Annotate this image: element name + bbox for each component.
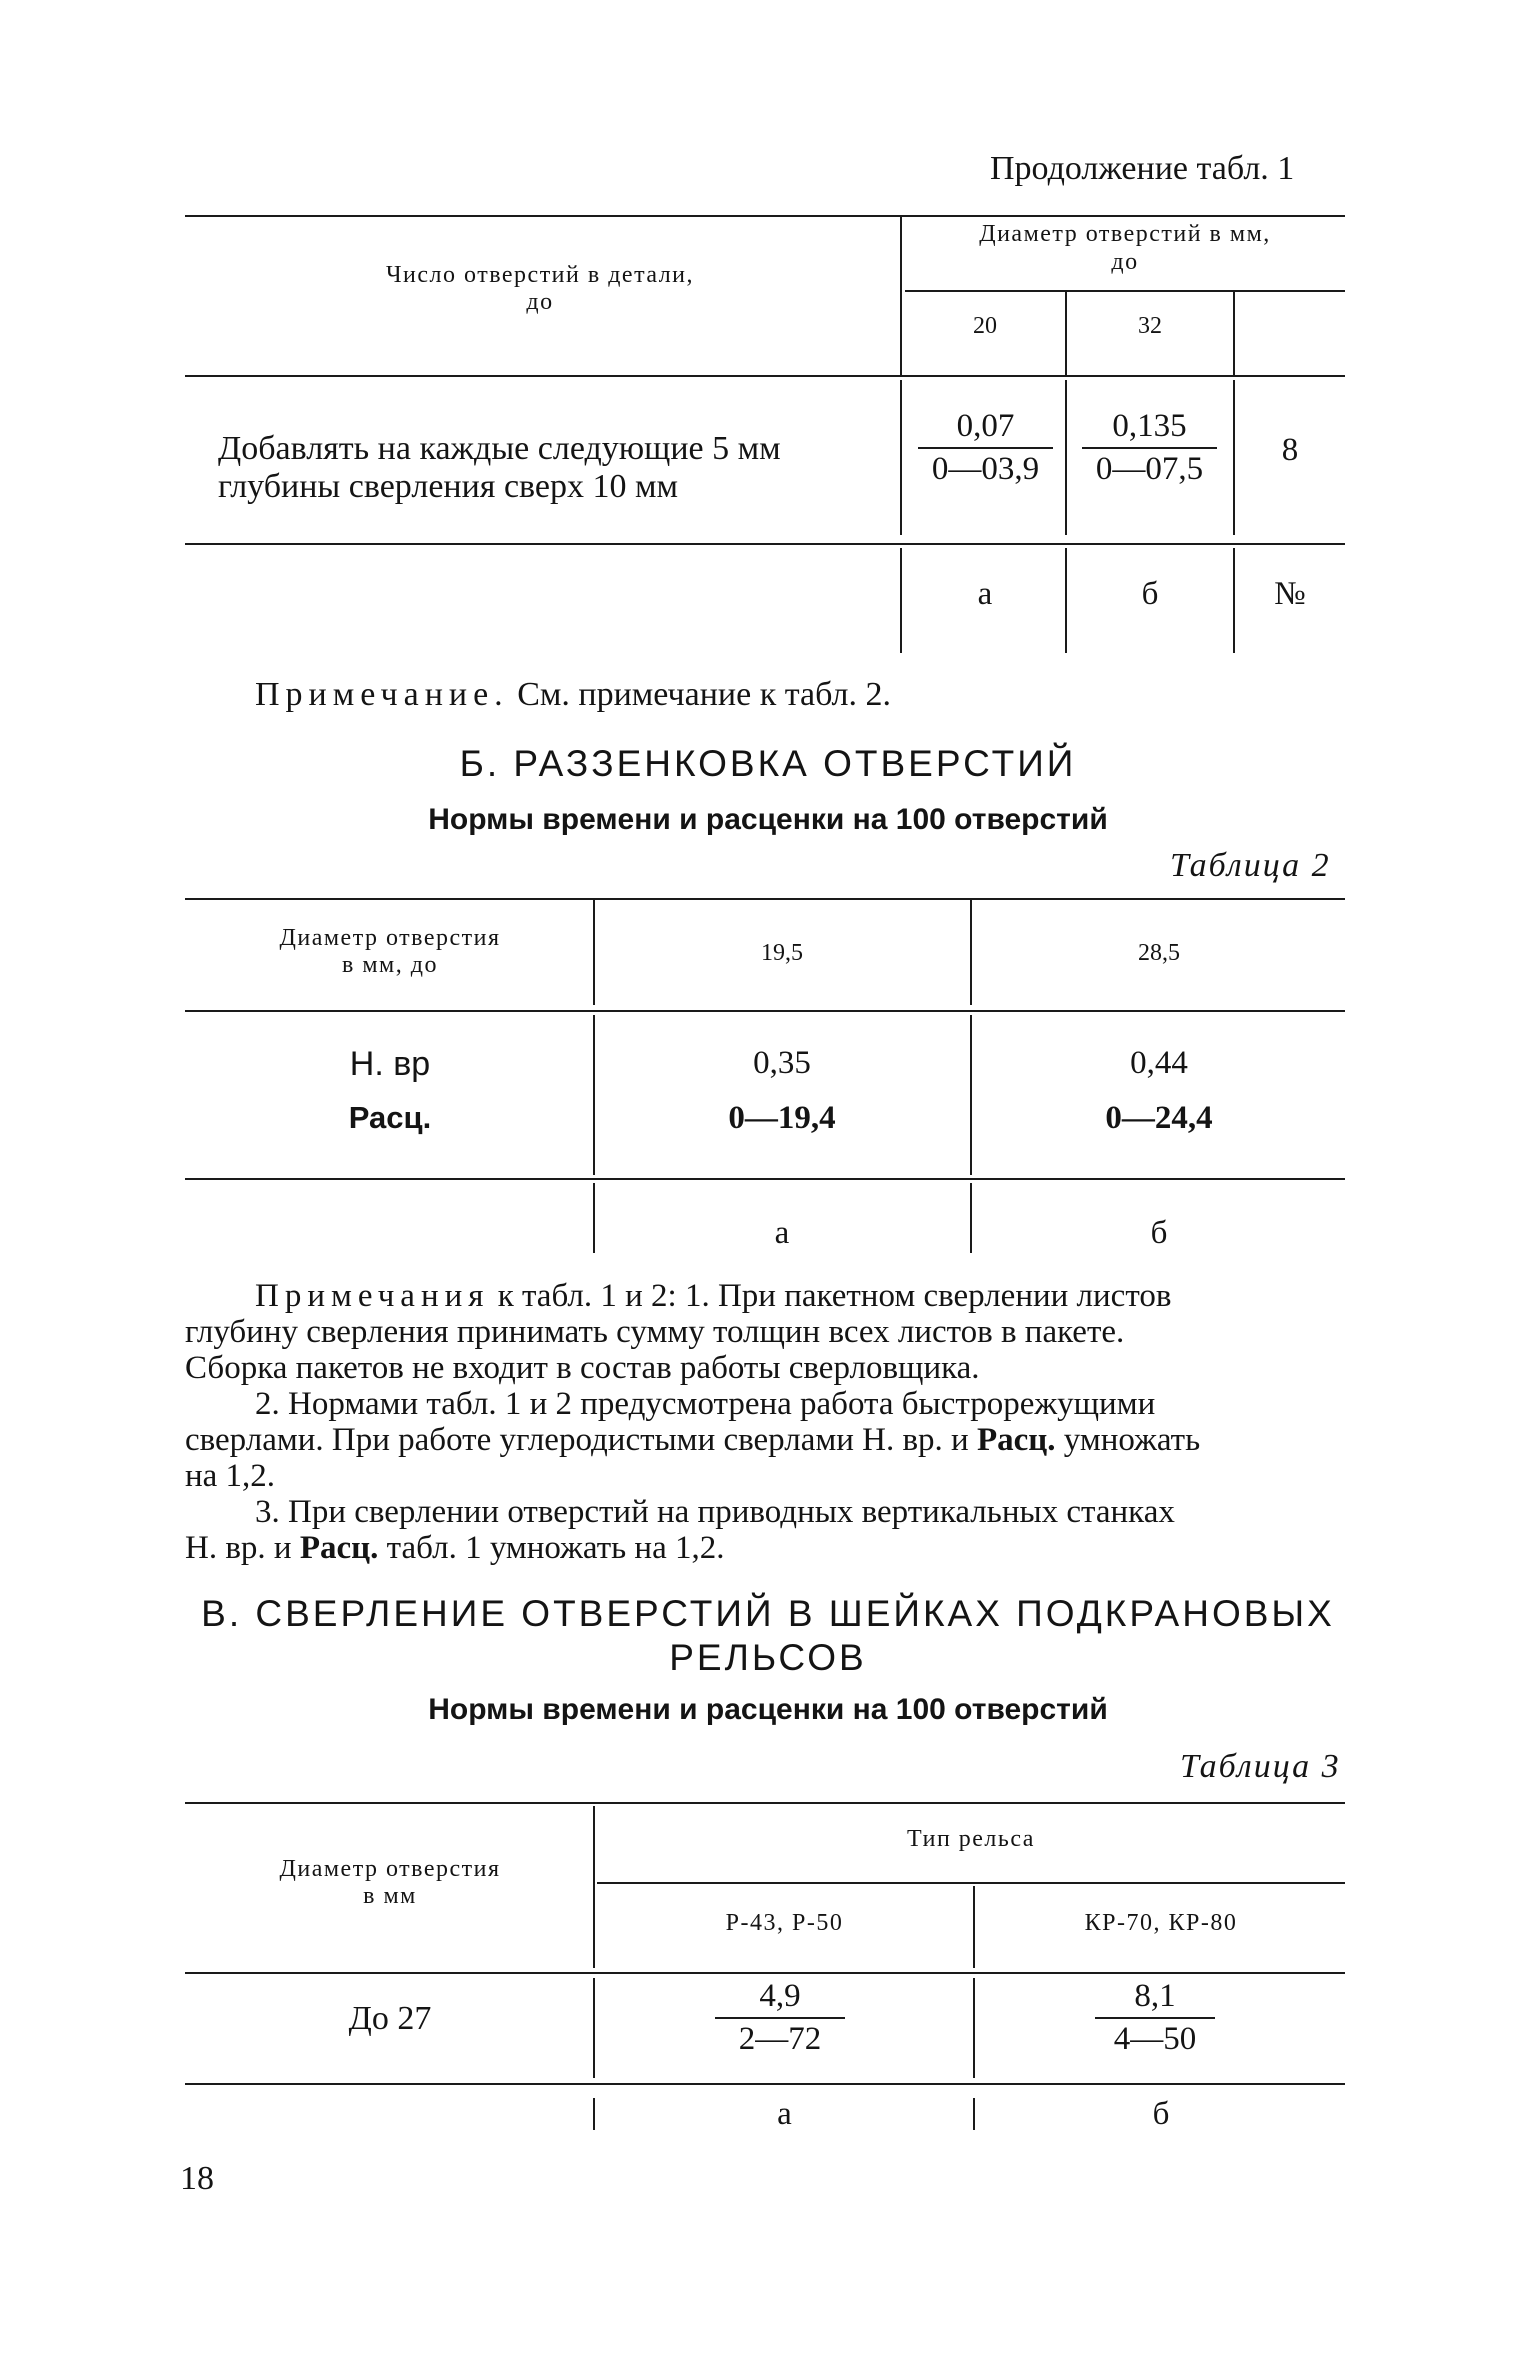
table3-footer-a: а: [777, 2096, 792, 2132]
table1-cell-b-bottom: 0—07,5: [1095, 451, 1204, 487]
notes-2-line7: 3. При сверлении отверстий на приводных вертикальных станках: [255, 1494, 1175, 1530]
notes-2: [185, 1278, 1345, 1566]
table1-cell-b-top: 0,135: [1082, 408, 1217, 449]
table2-row2-c1: 0—19,4: [728, 1100, 836, 1136]
table3-col-2: КР-70, КР-80: [1084, 1910, 1238, 1936]
table1-footer-b: б: [1141, 576, 1159, 612]
table-2-label: Таблица 2: [1170, 847, 1331, 884]
table1-cell-a: [918, 408, 1053, 488]
section-v-title-line1: В. СВЕРЛЕНИЕ ОТВЕРСТИЙ В ШЕЙКАХ ПОДКРАНОВЫХ: [201, 1593, 1335, 1634]
notes-2-line8: Н. вр. и Расц. табл. 1 умножать на 1,2.: [185, 1530, 725, 1566]
table1-header-left-line2: до: [526, 289, 554, 315]
table3-cell-2: [1095, 1978, 1215, 2058]
table3-footer-b: б: [1152, 2096, 1170, 2132]
notes-2-line4: 2. Нормами табл. 1 и 2 предусмотрена работа быстрорежущими: [255, 1386, 1156, 1422]
notes-2-line3: Сборка пакетов не входит в состав работы сверловщика.: [185, 1350, 980, 1386]
page-number: 18: [180, 2160, 214, 2197]
notes-2-label: Примечания: [255, 1278, 490, 1314]
table3-cell-1: [715, 1978, 845, 2058]
table3-cell-2-top: 8,1: [1095, 1978, 1215, 2019]
table1-header-left-line1: Число отверстий в детали,: [385, 262, 695, 288]
table2-col-2: 28,5: [1138, 940, 1180, 966]
table3-header-left-line1: Диаметр отверстия: [279, 1856, 501, 1882]
table1-col-32: 32: [1138, 313, 1162, 339]
table3-header-right: Тип рельса: [907, 1826, 1035, 1852]
note-1-text: См. примечание к табл. 2.: [517, 676, 892, 713]
table2-header-left-line1: Диаметр отверстия: [279, 925, 501, 951]
table2-row1-c1: 0,35: [753, 1045, 811, 1081]
table1-row-label-line2: глубины сверления сверх 10 мм: [218, 468, 679, 505]
table1-footer-no: №: [1274, 576, 1306, 612]
table2-header-left-line2: в мм, до: [342, 952, 438, 978]
section-v-title-line2: РЕЛЬСОВ: [669, 1637, 867, 1678]
section-b-subtitle: Нормы времени и расценки на 100 отверстий: [428, 803, 1108, 836]
table3-row-label: До 27: [348, 2000, 432, 2037]
table1-header-right-line2: до: [1111, 249, 1139, 275]
table2-row2-c2: 0—24,4: [1105, 1100, 1213, 1136]
table2-footer-b: б: [1150, 1215, 1168, 1251]
table1-col-20: 20: [973, 313, 997, 339]
table3-cell-2-bottom: 4—50: [1113, 2021, 1197, 2057]
table1-footer-a: а: [977, 576, 993, 612]
notes-2-line1: Примечания к табл. 1 и 2: 1. При пакетном сверлении листов: [255, 1278, 1172, 1314]
table3-header-left: [190, 1856, 590, 1910]
table2-row1-c2: 0,44: [1130, 1045, 1188, 1081]
table1-row-label-line1: Добавлять на каждые следующие 5 мм: [218, 430, 781, 467]
table3-header-left-line2: в мм: [363, 1883, 417, 1909]
table2-col-1: 19,5: [761, 940, 803, 966]
table1-header-right: [905, 220, 1345, 276]
section-v-subtitle: Нормы времени и расценки на 100 отверстий: [428, 1693, 1108, 1726]
table3-cell-1-bottom: 2—72: [738, 2021, 822, 2057]
table1-row-number: 8: [1281, 432, 1299, 468]
table1-header-left: [190, 262, 890, 316]
continuation-label: Продолжение табл. 1: [990, 150, 1295, 187]
notes-2-line6: на 1,2.: [185, 1458, 276, 1494]
table3-col-1: Р-43, Р-50: [725, 1910, 844, 1936]
table1-row-label: [218, 430, 781, 506]
table-3-label: Таблица 3: [1180, 1748, 1341, 1785]
table2-footer-a: а: [774, 1215, 790, 1251]
table1-cell-a-bottom: 0—03,9: [931, 451, 1040, 487]
table1-cell-a-top: 0,07: [918, 408, 1053, 449]
table3-cell-1-top: 4,9: [715, 1978, 845, 2019]
section-b-title: Б. РАЗЗЕНКОВКА ОТВЕРСТИЙ: [459, 743, 1077, 784]
table1-cell-b: [1082, 408, 1217, 488]
notes-2-line5: сверлами. При работе углеродистыми сверлами Н. вр. и Расц. умножать: [185, 1422, 1201, 1458]
table2-header-left: [190, 925, 590, 979]
section-v-title: [0, 1592, 1536, 1680]
table1-header-right-line1: Диаметр отверстий в мм,: [979, 221, 1271, 247]
notes-2-line2: глубину сверления принимать сумму толщин всех листов в пакете.: [185, 1314, 1125, 1350]
note-1: [255, 676, 891, 714]
note-1-label: Примечание.: [255, 676, 509, 713]
table2-row2-label: Расц.: [348, 1100, 432, 1135]
table2-row1-label: Н. вр: [349, 1045, 431, 1083]
